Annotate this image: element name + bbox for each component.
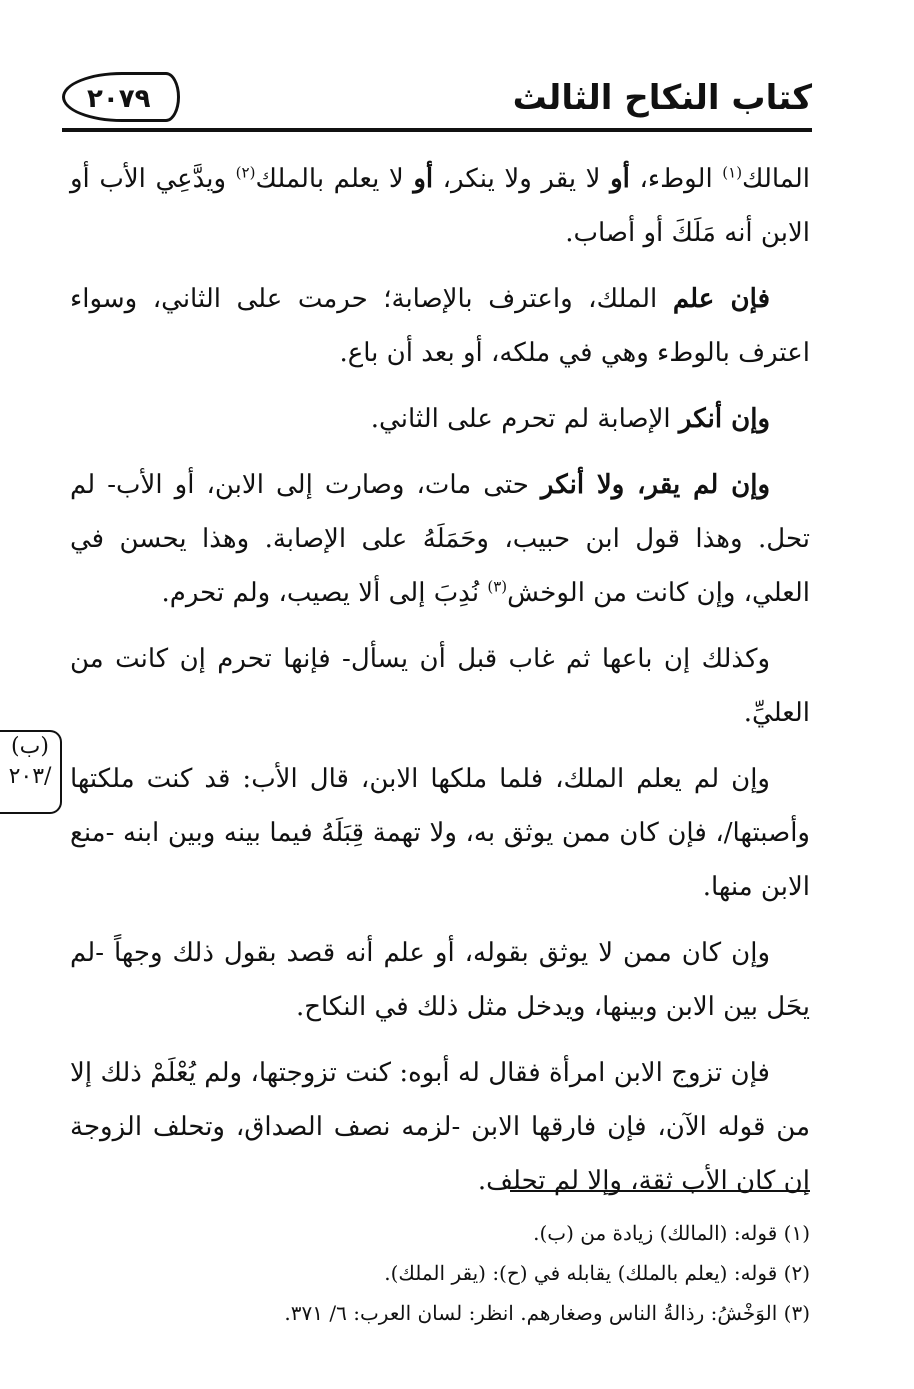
- margin-note-line-1: (ب): [11, 734, 49, 759]
- footnote-item: (١) قوله: (المالك) زيادة من (ب).: [533, 1221, 810, 1245]
- page-number: ٢٠٧٩: [87, 84, 151, 114]
- margin-note-line-2: /٢٠٣: [8, 764, 52, 789]
- paragraph: [70, 392, 810, 446]
- paragraph: [70, 458, 810, 620]
- text-segment: الملك، واعترف بالإصابة؛ حرمت على الثاني، وسواء اعترف بالوطء وهي في ملكه، أو بعد أن باع.: [70, 284, 810, 368]
- footnote-item: (٢) قوله: (يعلم بالملك) يقابله في (ح): (يقر الملك).: [384, 1261, 810, 1285]
- text-segment: فإن تزوج الابن امرأة فقال له أبوه: كنت تزوجتها، ولم يُعْلَمْ ذلك إلا من قوله الآن، فإن فارقها الابن -لزمه نصف الصداق، وتحلف الزوجة إن كان الأب ثقة، وإلا لم تحلف.: [70, 1058, 810, 1196]
- paragraph: [70, 926, 810, 1034]
- paragraph: [70, 152, 810, 260]
- bold-keyword: أو: [413, 164, 434, 194]
- text-segment: حتى مات، وصارت إلى الابن، أو الأب- لم تحل. وهذا قول ابن حبيب، وحَمَلَهُ على الإصابة. وهذا يحسن في العلي، وإن كانت من الوخش: [70, 470, 810, 608]
- footnote-reference: (٣): [487, 577, 508, 596]
- bold-keyword: وإن لم يقر، ولا أنكر: [540, 470, 771, 500]
- text-segment: لا يعلم بالملك: [255, 164, 414, 194]
- text-segment: نُدِبَ إلى ألا يصيب، ولم تحرم.: [161, 578, 488, 608]
- bold-keyword: أو: [610, 164, 630, 194]
- page-number-badge: [62, 72, 180, 122]
- text-segment: وإن لم يعلم الملك، فلما ملكها الابن، قال الأب: قد كنت ملكتها وأصبتها/، فإن كان ممن يوثق به، ولا تهمة قِبَلَهُ فيما بينه وبين ابنه -منع الابن منها.: [70, 764, 810, 902]
- paragraph: [70, 1046, 810, 1208]
- text-segment: المالك: [742, 164, 810, 194]
- text-segment: لا يقر ولا ينكر،: [433, 164, 611, 194]
- bold-keyword: فإن علم: [672, 284, 771, 314]
- footnote-item: (٣) الوَخْشُ: رذالةُ الناس وصغارهم. انظر: لسان العرب: ٦/ ٣٧١.: [284, 1301, 810, 1325]
- footnotes: [110, 1213, 810, 1333]
- text-segment: وإن كان ممن لا يوثق بقوله، أو علم أنه قصد بقول ذلك وجهاً -لم يحَل بين الابن وبينها، ويدخل مثل ذلك في النكاح.: [70, 938, 810, 1022]
- text-segment: ويدَّعِي الأب أو الابن أنه مَلَكَ أو أصاب.: [70, 164, 810, 248]
- text-segment: الإصابة لم تحرم على الثاني.: [370, 404, 679, 434]
- paragraph: [70, 752, 810, 914]
- paragraph: [70, 272, 810, 380]
- book-title: كتاب النكاح الثالث: [512, 78, 812, 118]
- main-text: [70, 152, 810, 1220]
- paragraph: [70, 632, 810, 740]
- bold-keyword: وإن أنكر: [678, 404, 770, 434]
- text-segment: وكذلك إن باعها ثم غاب قبل أن يسأل- فإنها تحرم إن كانت من العليِّ.: [70, 644, 810, 728]
- page-header: [62, 70, 812, 132]
- text-segment: الوطء،: [629, 164, 723, 194]
- footnote-reference: (١): [722, 163, 743, 182]
- header-divider: [62, 128, 812, 132]
- footnote-divider: [510, 1190, 810, 1192]
- manuscript-margin-note: [0, 730, 62, 814]
- footnote-reference: (٢): [235, 163, 256, 182]
